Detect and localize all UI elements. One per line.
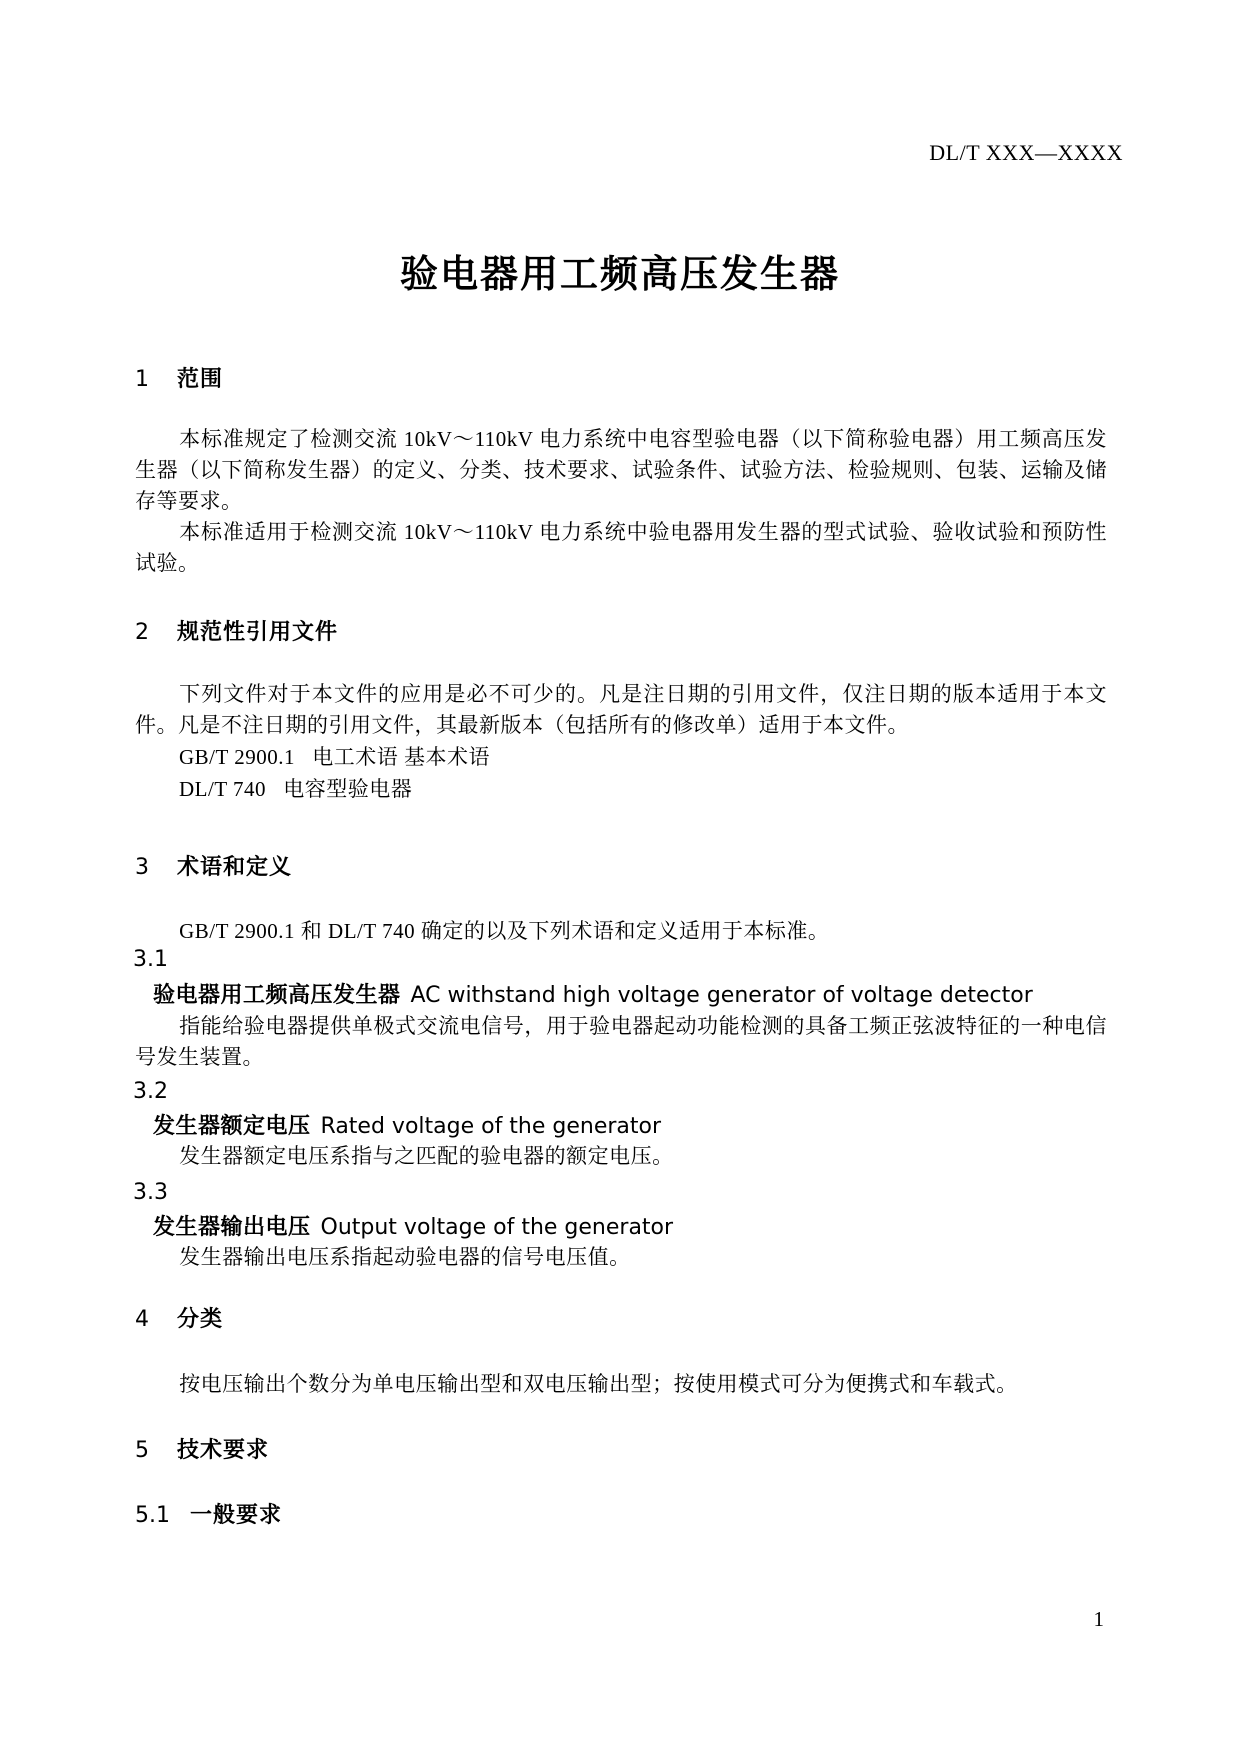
document-title: 验电器用工频高压发生器 [399,252,840,296]
doc-reference: DL/T XXX—XXXX [929,140,1123,165]
term-2-english: Rated voltage of the generator [320,1114,662,1139]
term-3-chinese: 发生器输出电压 [153,1215,311,1240]
section-5-1-title: 一般要求 [190,1503,283,1528]
section-4-title: 分类 [177,1307,224,1332]
term-1-line [153,978,1108,1009]
term-1-number: 3.1 [133,947,168,972]
page-number: 1 [1093,1607,1104,1631]
section-1-paragraph-2: 本标准适用于检测交流 10kV～110kV 电力系统中验电器用发生器的型式试验、验收试验和预防性试验。 [135,520,1107,575]
section-2-heading [135,615,1105,646]
section-5-1-heading [135,1498,1105,1529]
section-5-title: 技术要求 [177,1438,270,1463]
section-4-paragraph-1: 按电压输出个数分为单电压输出型和双电压输出型；按使用模式可分为便携式和车载式。 [179,1372,1018,1396]
section-4-heading [135,1302,1105,1333]
section-5-number: 5 [135,1438,149,1463]
term-2-definition: 发生器额定电压系指与之匹配的验电器的额定电压。 [179,1144,674,1168]
term-2-line [153,1109,1108,1140]
term-1-english: AC withstand high voltage generator of voltage detector [410,983,1033,1008]
term-1-chinese: 验电器用工频高压发生器 [153,983,401,1008]
normative-reference-1: GB/T 2900.1 电工术语 基本术语 [179,745,490,769]
section-4-number: 4 [135,1307,149,1332]
section-5-heading [135,1433,1105,1464]
section-1-title: 范围 [177,367,224,392]
term-1-definition: 指能给验电器提供单极式交流电信号，用于验电器起动功能检测的具备工频正弦波特征的一种电信号发生装置。 [135,1014,1107,1069]
section-1-paragraph-1: 本标准规定了检测交流 10kV～110kV 电力系统中电容型验电器（以下简称验电器）用工频高压发生器（以下简称发生器）的定义、分类、技术要求、试验条件、试验方法、检验规则、包装、运输及储存等要求。 [135,427,1107,513]
section-3-intro: GB/T 2900.1 和 DL/T 740 确定的以及下列术语和定义适用于本标准。 [179,919,830,943]
term-2-chinese: 发生器额定电压 [153,1114,311,1139]
section-3-heading [135,850,1105,881]
term-3-line [153,1210,1108,1241]
term-3-number: 3.3 [133,1180,168,1205]
normative-reference-2: DL/T 740 电容型验电器 [179,777,413,801]
section-2-title: 规范性引用文件 [177,620,339,645]
section-3-number: 3 [135,855,149,880]
term-2-number: 3.2 [133,1079,168,1104]
section-1-number: 1 [135,367,149,392]
section-2-paragraph-1: 下列文件对于本文件的应用是必不可少的。凡是注日期的引用文件，仅注日期的版本适用于本文件。凡是不注日期的引用文件，其最新版本（包括所有的修改单）适用于本文件。 [135,682,1107,737]
section-2-number: 2 [135,620,149,645]
term-3-english: Output voltage of the generator [320,1215,674,1240]
section-3-title: 术语和定义 [177,855,293,880]
section-1-heading [135,362,1105,393]
section-5-1-number: 5.1 [135,1503,170,1528]
term-3-definition: 发生器输出电压系指起动验电器的信号电压值。 [179,1245,631,1269]
